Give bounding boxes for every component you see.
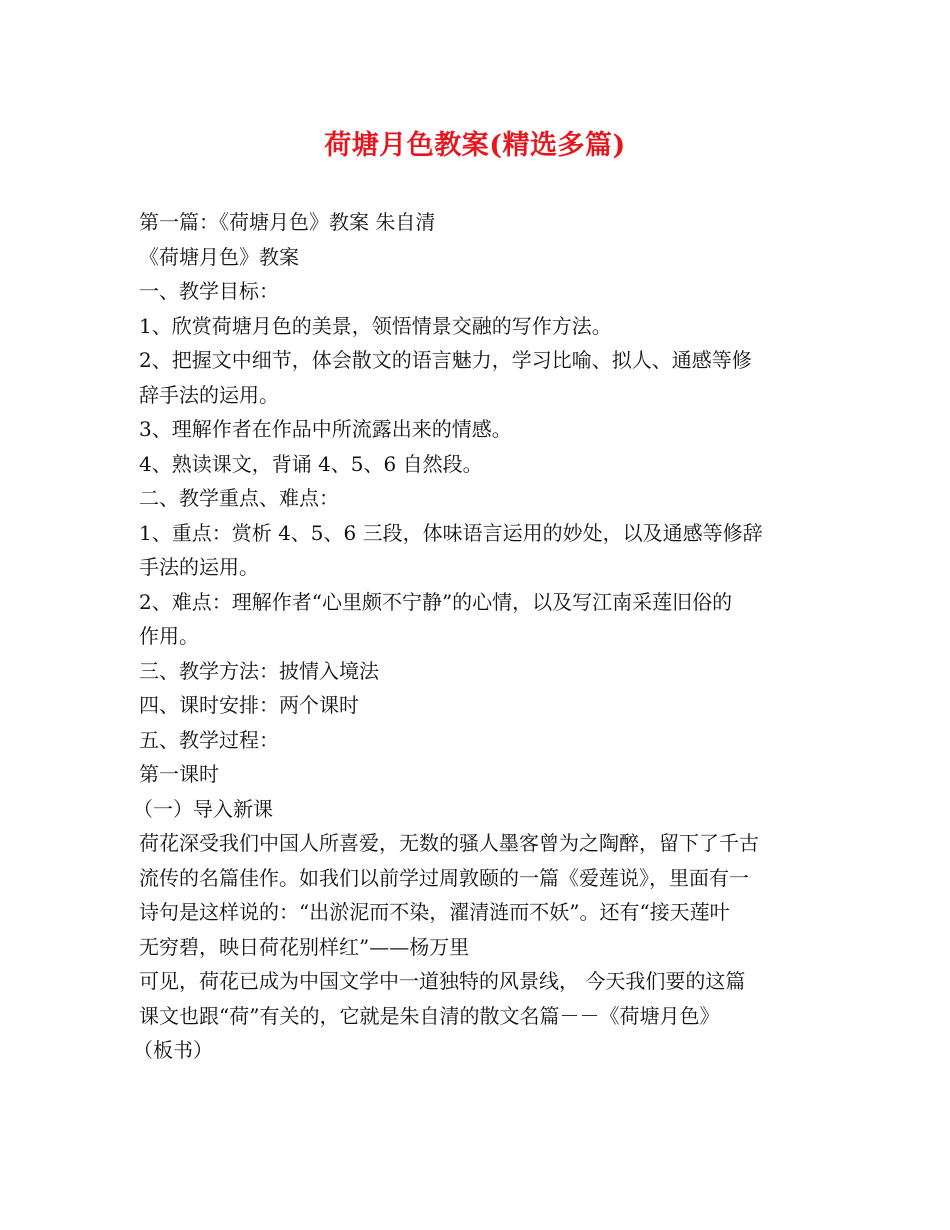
text-line: 课文也跟“荷”有关的，它就是朱自清的散文名篇－－《荷塘月色》 <box>139 1003 720 1028</box>
subtitle-line: 《荷塘月色》教案 <box>139 244 299 269</box>
text-line: 4、熟读课文，背诵 4、5、6 自然段。 <box>139 451 483 476</box>
heading-objectives: 一、教学目标： <box>139 279 279 303</box>
heading-key-points: 二、教学重点、难点： <box>139 486 339 510</box>
heading-methods: 三、教学方法：披情入境法 <box>139 658 379 683</box>
text-line: 荷花深受我们中国人所喜爱，无数的骚人墨客曾为之陶醉，留下了千古 <box>139 831 759 855</box>
document-title: 荷塘月色教案(精选多篇) <box>324 130 626 161</box>
text-line: 2、把握文中细节，体会散文的语言魅力，学习比喻、拟人、通感等修 <box>139 348 752 372</box>
subsection-heading: （一）导入新课 <box>133 796 273 821</box>
document-body <box>133 205 819 1068</box>
text-line: 流传的名篇佳作。如我们以前学过周敦颐的一篇《爱莲说》，里面有一 <box>139 865 749 890</box>
text-line: 1、欣赏荷塘月色的美景，领悟情景交融的写作方法。 <box>139 313 612 338</box>
text-line: 1、重点：赏析 4、5、6 三段，体味语言运用的妙处，以及通感等修辞 <box>139 520 763 545</box>
text-line: 诗句是这样说的：“出淤泥而不染，濯清涟而不妖”。还有“接天莲叶 <box>139 900 730 924</box>
heading-process: 五、教学过程： <box>139 727 279 752</box>
heading-schedule: 四、课时安排：两个课时 <box>139 693 359 717</box>
text-line: （板书） <box>133 1038 213 1062</box>
text-line: 2、难点：理解作者“心里颇不宁静”的心情，以及写江南采莲旧俗的 <box>139 589 733 614</box>
text-line: 3、理解作者在作品中所流露出来的情感。 <box>139 417 512 441</box>
text-line: 辞手法的运用。 <box>139 382 279 407</box>
section-heading: 第一篇：《荷塘月色》教案 朱自清 <box>139 210 436 234</box>
text-line: 作用。 <box>139 624 199 648</box>
lesson-heading: 第一课时 <box>139 762 219 786</box>
text-line: 无穷碧，映日荷花别样红”——杨万里 <box>139 934 470 959</box>
text-line: 可见，荷花已成为中国文学中一道独特的风景线， 今天我们要的这篇 <box>139 969 746 993</box>
text-line: 手法的运用。 <box>139 555 259 579</box>
